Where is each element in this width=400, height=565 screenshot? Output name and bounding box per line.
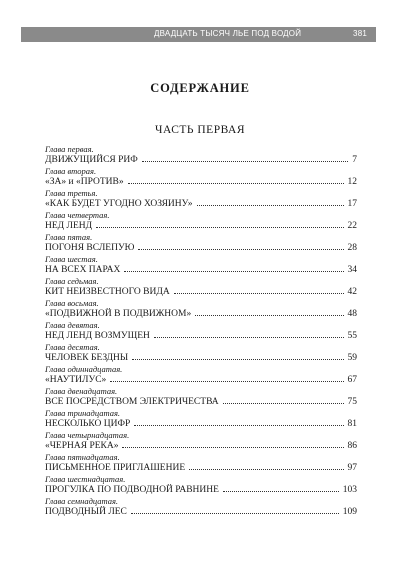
chapter-title: НЕД ЛЕНД ВОЗМУЩЕН [45, 331, 150, 341]
toc-entry[interactable] [45, 364, 357, 386]
toc-entry[interactable] [45, 408, 357, 430]
chapter-page-number: 28 [347, 243, 357, 253]
chapter-label: Глава пятнадцатая. [45, 452, 120, 462]
chapter-title: ДВИЖУЩИЙСЯ РИФ [45, 155, 138, 165]
chapter-label: Глава седьмая. [45, 276, 99, 286]
dot-leader [197, 205, 344, 206]
running-head [21, 27, 376, 42]
chapter-label: Глава восьмая. [45, 298, 99, 308]
running-head-title: ДВАДЦАТЬ ТЫСЯЧ ЛЬЕ ПОД ВОДОЙ [154, 29, 302, 38]
chapter-label: Глава пятая. [45, 232, 93, 242]
chapter-label: Глава шестнадцатая. [45, 474, 126, 484]
toc-entry[interactable] [45, 452, 357, 474]
chapter-title: «ЧЕРНАЯ РЕКА» [45, 441, 119, 451]
chapter-title: «КАК БУДЕТ УГОДНО ХОЗЯИНУ» [45, 199, 193, 209]
chapter-page-number: 42 [347, 287, 357, 297]
toc-entry[interactable] [45, 298, 357, 320]
chapter-title: ПОДВОДНЫЙ ЛЕС [45, 507, 127, 517]
toc-line [45, 220, 357, 232]
chapter-label: Глава первая. [45, 144, 94, 154]
chapter-page-number: 75 [347, 397, 357, 407]
chapter-label: Глава четырнадцатая. [45, 430, 130, 440]
dot-leader [124, 271, 343, 272]
chapter-title: ПИСЬМЕННОЕ ПРИГЛАШЕНИЕ [45, 463, 186, 473]
chapter-page-number: 67 [347, 375, 357, 385]
toc-entry[interactable] [45, 430, 357, 452]
toc-entry[interactable] [45, 144, 357, 166]
chapter-label: Глава девятая. [45, 320, 100, 330]
toc-entry[interactable] [45, 210, 357, 232]
chapter-title: НЕД ЛЕНД [45, 221, 93, 231]
chapter-label: Глава одиннадцатая. [45, 364, 123, 374]
chapter-page-number: 12 [347, 177, 357, 187]
chapter-page-number: 48 [347, 309, 357, 319]
chapter-title: «НАУТИЛУС» [45, 375, 107, 385]
chapter-title: НА ВСЕХ ПАРАХ [45, 265, 121, 275]
toc-entry[interactable] [45, 254, 357, 276]
dot-leader [128, 183, 344, 184]
chapter-title: ВСЕ ПОСРЕДСТВОМ ЭЛЕКТРИЧЕСТВА [45, 397, 219, 407]
chapter-label: Глава семнадцатая. [45, 496, 119, 506]
chapter-label: Глава тринадцатая. [45, 408, 121, 418]
dot-leader [154, 337, 344, 338]
toc-entry[interactable] [45, 320, 357, 342]
page-number: 381 [353, 29, 367, 38]
chapter-label: Глава шестая. [45, 254, 98, 264]
chapter-page-number: 22 [347, 221, 357, 231]
chapter-title: НЕСКОЛЬКО ЦИФР [45, 419, 131, 429]
part-title: ЧАСТЬ ПЕРВАЯ [154, 124, 246, 136]
toc-entry[interactable] [45, 474, 357, 496]
dot-leader [189, 469, 343, 470]
toc-line [45, 154, 357, 166]
dot-leader [138, 249, 343, 250]
toc-line [45, 242, 357, 254]
chapter-page-number: 109 [342, 507, 357, 517]
chapter-label: Глава десятая. [45, 342, 100, 352]
chapter-page-number: 7 [352, 155, 357, 165]
toc-entry[interactable] [45, 232, 357, 254]
dot-leader [122, 447, 343, 448]
toc-list [45, 144, 357, 518]
chapter-label: Глава четвертая. [45, 210, 110, 220]
toc-line [45, 506, 357, 518]
chapter-title: «ЗА» и «ПРОТИВ» [45, 177, 124, 187]
dot-leader [110, 381, 343, 382]
dot-leader [96, 227, 343, 228]
toc-line [45, 484, 357, 496]
dot-leader [223, 491, 339, 492]
toc-line [45, 308, 357, 320]
chapter-page-number: 86 [347, 441, 357, 451]
chapter-label: Глава вторая. [45, 166, 97, 176]
chapter-page-number: 97 [347, 463, 357, 473]
toc-line [45, 352, 357, 364]
dot-leader [131, 513, 339, 514]
dot-leader [195, 315, 343, 316]
chapter-page-number: 34 [347, 265, 357, 275]
toc-entry[interactable] [45, 496, 357, 518]
toc-line [45, 396, 357, 408]
toc-line [45, 374, 357, 386]
chapter-page-number: 17 [347, 199, 357, 209]
toc-entry[interactable] [45, 276, 357, 298]
chapter-page-number: 59 [347, 353, 357, 363]
chapter-title: ПРОГУЛКА ПО ПОДВОДНОЙ РАВНИНЕ [45, 485, 219, 495]
chapter-page-number: 55 [347, 331, 357, 341]
toc-line [45, 286, 357, 298]
chapter-page-number: 81 [347, 419, 357, 429]
chapter-page-number: 103 [342, 485, 357, 495]
dot-leader [142, 161, 348, 162]
toc-title: СОДЕРЖАНИЕ [150, 81, 250, 95]
toc-line [45, 176, 357, 188]
toc-entry[interactable] [45, 166, 357, 188]
toc-line [45, 264, 357, 276]
dot-leader [223, 403, 344, 404]
chapter-label: Глава двенадцатая. [45, 386, 118, 396]
toc-line [45, 198, 357, 210]
chapter-title: ЧЕЛОВЕК БЕЗДНЫ [45, 353, 129, 363]
dot-leader [134, 425, 343, 426]
toc-line [45, 330, 357, 342]
chapter-title: «ПОДВИЖНОЙ В ПОДВИЖНОМ» [45, 309, 192, 319]
chapter-title: ПОГОНЯ ВСЛЕПУЮ [45, 243, 135, 253]
dot-leader [132, 359, 343, 360]
toc-entry[interactable] [45, 188, 357, 210]
toc-entry[interactable] [45, 386, 357, 408]
toc-line [45, 440, 357, 452]
toc-line [45, 418, 357, 430]
toc-line [45, 462, 357, 474]
dot-leader [174, 293, 344, 294]
chapter-label: Глава третья. [45, 188, 98, 198]
toc-entry[interactable] [45, 342, 357, 364]
chapter-title: КИТ НЕИЗВЕСТНОГО ВИДА [45, 287, 170, 297]
